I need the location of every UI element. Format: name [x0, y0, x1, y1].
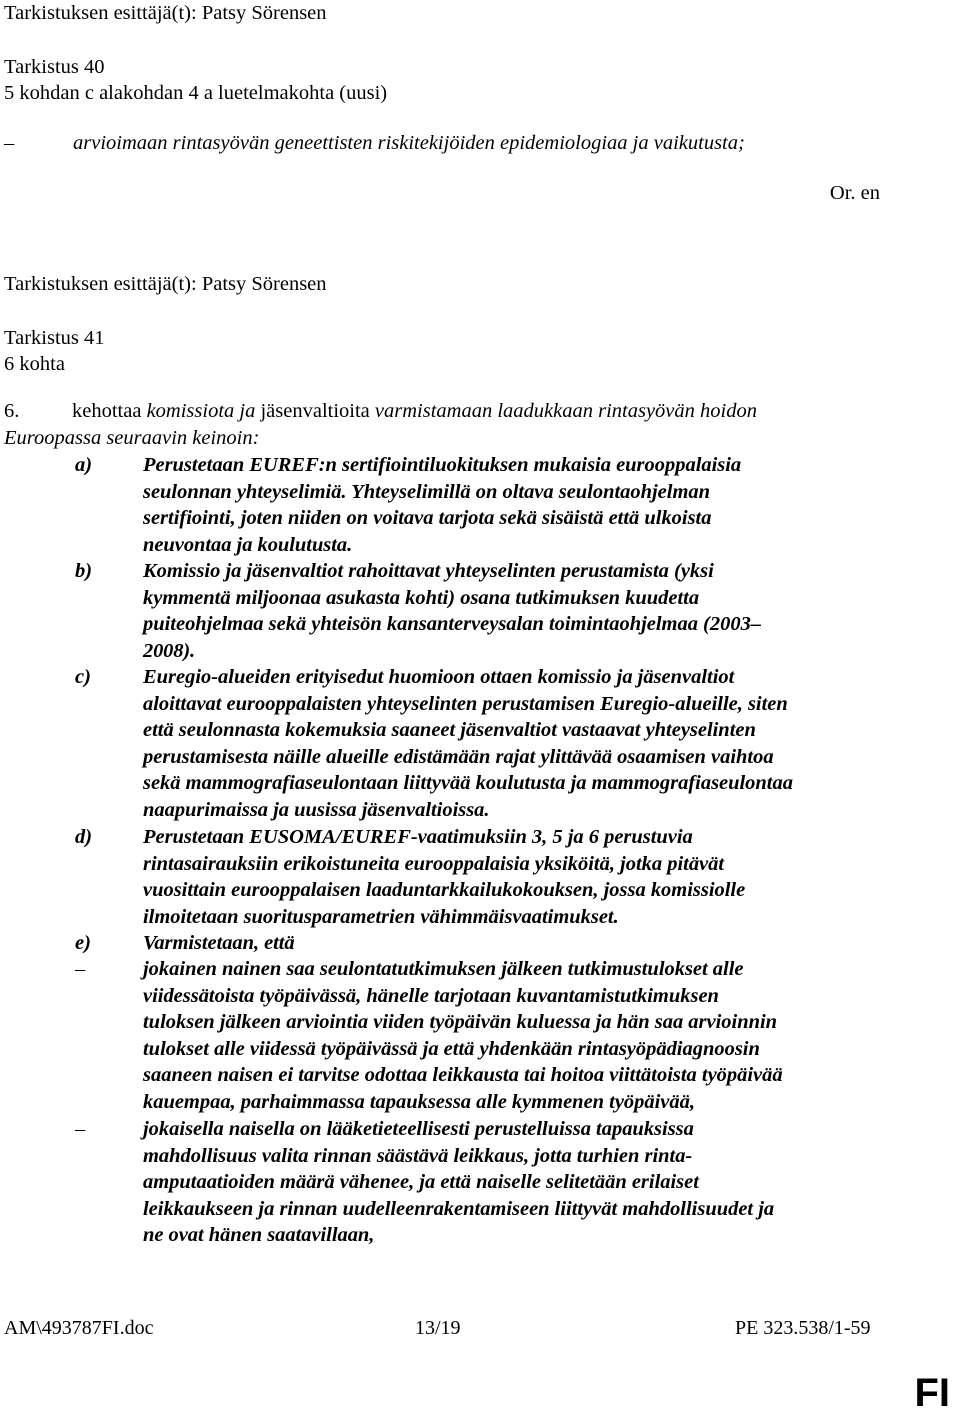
list-item	[4, 452, 954, 558]
item-line: tulokset alle viidessä työpäivässä ja että yhdenkään rintasyöpädiagnoosin	[143, 1037, 760, 1060]
item-body	[143, 452, 954, 558]
item-body	[143, 824, 954, 930]
item-line: leikkaukseen ja rinnan uudelleenrakentamiseen liittyvät mahdollisuudet ja	[143, 1197, 775, 1220]
list-item	[4, 664, 954, 824]
item-line: että seulonnasta kokemuksia saaneet jäsenvaltiot vastaavat yhteyselinten	[143, 719, 756, 742]
item-line: viidessätoista työpäivässä, hänelle tarjotaan kuvantamistutkimuksen	[143, 984, 719, 1007]
item-line: seulonnan yhteyselimiä. Yhteyselimillä on oltava seulontaohjelman	[143, 480, 710, 503]
amendment40-dash: –	[4, 132, 15, 154]
paragraph-6	[4, 398, 954, 451]
paragraph-intro-line-1: kehottaa komissiota ja jäsenvaltioita varmistamaan laadukkaan rintasyövän hoidon	[72, 400, 757, 422]
item-marker: a)	[75, 454, 93, 476]
list-item	[4, 558, 954, 664]
item-line: tuloksen jälkeen arviointia viiden työpäivän kuluessa ja hän saa arvioinnin	[143, 1011, 778, 1034]
footer-pe-number: PE 323.538/1-59	[735, 1317, 871, 1339]
amendment41-author: Tarkistuksen esittäjä(t): Patsy Sörensen	[4, 273, 327, 295]
dash-list-item	[4, 956, 954, 1116]
amendment40-reference: 5 kohdan c alakohdan 4 a luetelmakohta (uusi)	[4, 82, 388, 104]
item-line: neuvontaa ja koulutusta.	[143, 533, 353, 556]
item-body	[143, 930, 954, 957]
paragraph-number: 6.	[4, 400, 20, 422]
item-body	[143, 956, 954, 1116]
dash-marker: –	[75, 958, 86, 980]
item-line: Perustetaan EUREF:n sertifiointiluokituksen mukaisia eurooppalaisia	[143, 454, 742, 476]
item-line: jokainen nainen saa seulontatutkimuksen jälkeen tutkimustulokset alle	[143, 958, 744, 980]
list-item	[4, 930, 954, 957]
amendment41-number: Tarkistus 41	[4, 327, 105, 349]
item-line: saaneen naisen ei tarvitse odottaa leikkausta tai hoitoa viittätoista työpäivää	[143, 1064, 783, 1087]
amendment41-reference: 6 kohta	[4, 353, 65, 375]
footer-page-number: 13/19	[415, 1317, 461, 1339]
item-line: sertifiointi, joten niiden on voitava tarjota sekä sisäistä että ulkoista	[143, 507, 712, 530]
amendment40-text: arvioimaan rintasyövän geneettisten riskitekijöiden epidemiologiaa ja vaikutusta;	[73, 132, 745, 154]
dash-list-item	[4, 1116, 954, 1249]
item-line: 2008).	[143, 639, 195, 662]
footer-doc-ref: AM\493787FI.doc	[4, 1317, 154, 1339]
paragraph-intro-line-2: Euroopassa seuraavin keinoin:	[4, 426, 260, 449]
item-body	[143, 664, 954, 824]
item-marker: d)	[75, 826, 93, 848]
item-line: kymmentä miljoonaa asukasta kohti) osana tutkimuksen kuudetta	[143, 586, 700, 609]
item-line: vuosittain eurooppalaisen laaduntarkkailukokouksen, jossa komissiolle	[143, 879, 746, 902]
item-line: puiteohjelmaa sekä yhteisön kansanterveysalan toimintaohjelmaa (2003–	[143, 613, 762, 636]
item-line: sekä mammografiaseulontaan liittyvää koulutusta ja mammografiaseulontaa	[143, 772, 793, 795]
item-line: perustamisesta näille alueille edistämään rajat ylittävää osaamisen vaihtoa	[143, 745, 774, 768]
item-line: Perustetaan EUSOMA/EUREF-vaatimuksiin 3, 5 ja 6 perustuvia	[143, 826, 693, 848]
dash-marker: –	[75, 1118, 86, 1140]
item-line: ilmoitetaan suoritusparametrien vähimmäisvaatimukset.	[143, 905, 619, 928]
item-line: amputaatioiden määrä vähenee, ja että naiselle selitetään erilaiset	[143, 1171, 699, 1194]
item-body	[143, 1116, 954, 1249]
item-line: ne ovat hänen saatavillaan,	[143, 1224, 375, 1247]
item-marker: c)	[75, 666, 91, 688]
amendment40-number: Tarkistus 40	[4, 56, 105, 78]
item-marker: e)	[75, 932, 91, 954]
item-line: Euregio-alueiden erityisedut huomioon ottaen komissio ja jäsenvaltiot	[143, 666, 735, 688]
original-language: Or. en	[829, 182, 880, 204]
language-code-badge: FI	[914, 1371, 950, 1415]
item-line: rintasairauksiin erikoistuneita eurooppalaisia yksiköitä, jotka pitävät	[143, 852, 725, 875]
item-line: Komissio ja jäsenvaltiot rahoittavat yhteyselinten perustamista (yksi	[143, 560, 714, 582]
list-item	[4, 824, 954, 930]
item-line: Varmistetaan, että	[143, 932, 295, 954]
item-line: naapurimaissa ja uusissa jäsenvaltioissa.	[143, 798, 490, 821]
item-line: jokaisella naisella on lääketieteellisesti perustelluissa tapauksissa	[143, 1118, 694, 1140]
item-body	[143, 558, 954, 664]
item-line: mahdollisuus valita rinnan säästävä leikkaus, jotta turhien rinta-	[143, 1144, 693, 1167]
item-line: aloittavat eurooppalaisten yhteyselinten perustamisen Euregio-alueille, siten	[143, 692, 788, 715]
item-line: kauempaa, parhaimmassa tapauksessa alle kymmenen työpäivää,	[143, 1090, 695, 1113]
item-marker: b)	[75, 560, 93, 582]
amendment40-author: Tarkistuksen esittäjä(t): Patsy Sörensen	[4, 2, 327, 24]
